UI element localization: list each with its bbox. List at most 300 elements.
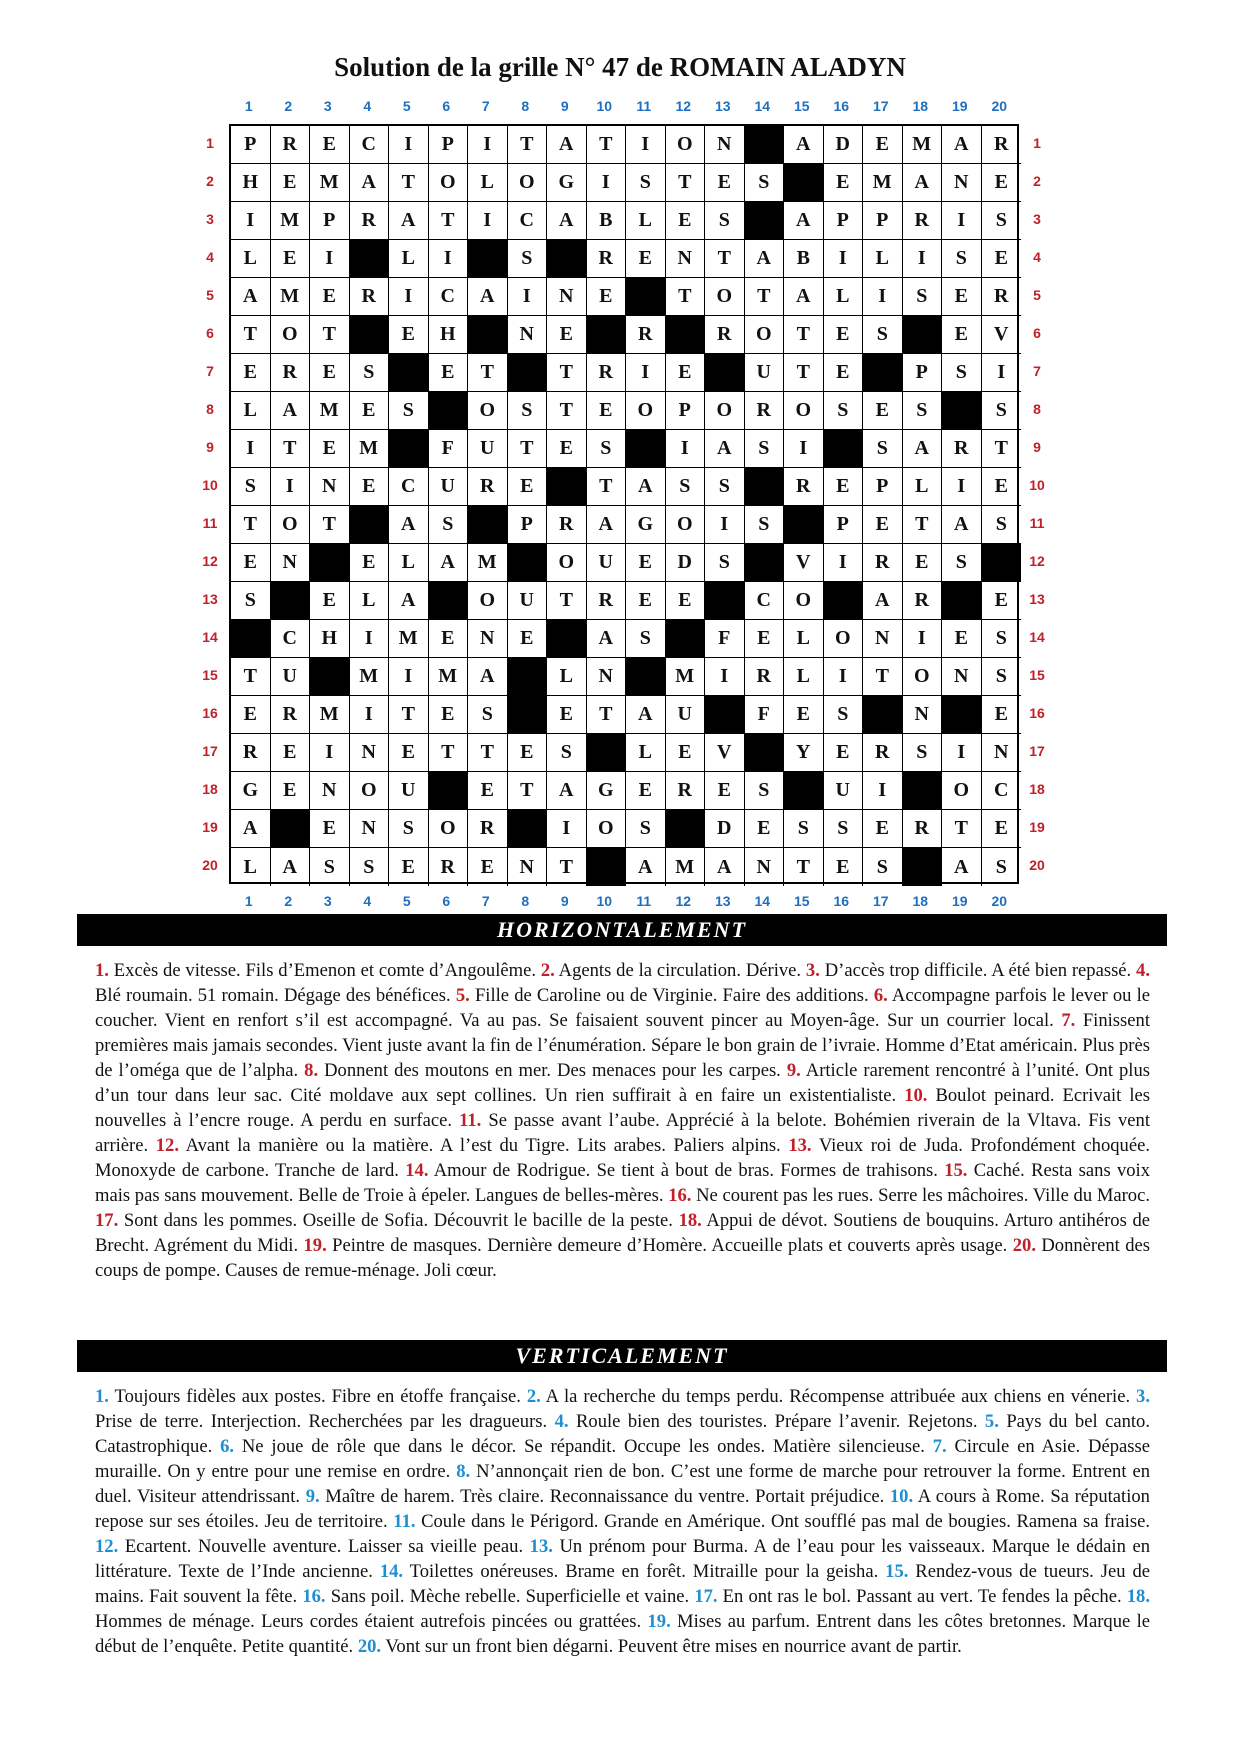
- letter-cell: E: [824, 316, 864, 354]
- letter-cell: T: [429, 734, 469, 772]
- row-number: 4: [1033, 249, 1041, 265]
- letter-cell: E: [310, 582, 350, 620]
- letter-cell: E: [745, 620, 785, 658]
- letter-cell: E: [666, 354, 706, 392]
- clue-number: 14.: [379, 1561, 404, 1582]
- letter-cell: E: [547, 696, 587, 734]
- letter-cell: I: [942, 734, 982, 772]
- black-cell: [784, 506, 824, 544]
- column-number: 11: [636, 98, 652, 114]
- letter-cell: I: [429, 240, 469, 278]
- row-number: 2: [206, 173, 214, 189]
- clue-text: A la recherche du temps perdu. Récompense attribuée aux chiens en vénerie.: [540, 1386, 1137, 1407]
- letter-cell: E: [863, 506, 903, 544]
- letter-cell: A: [942, 126, 982, 164]
- letter-cell: T: [231, 316, 271, 354]
- letter-cell: E: [903, 544, 943, 582]
- letter-cell: C: [508, 202, 548, 240]
- clue-text: N’annonçait rien de bon. C’est une forme de marche pour retrouver la forme. Entrent en duel. Visiteur attendrissant.: [95, 1461, 1150, 1507]
- letter-cell: B: [587, 202, 627, 240]
- black-cell: [705, 354, 745, 392]
- column-number: 6: [442, 893, 451, 909]
- letter-cell: V: [705, 734, 745, 772]
- letter-cell: E: [942, 278, 982, 316]
- letter-cell: T: [389, 164, 429, 202]
- column-number: 13: [714, 893, 731, 909]
- letter-cell: O: [705, 392, 745, 430]
- black-cell: [350, 506, 390, 544]
- letter-cell: E: [626, 240, 666, 278]
- letter-cell: R: [350, 202, 390, 240]
- letter-cell: A: [745, 240, 785, 278]
- column-number: 18: [912, 98, 929, 114]
- letter-cell: C: [429, 278, 469, 316]
- column-number: 9: [560, 98, 569, 114]
- letter-cell: E: [271, 240, 311, 278]
- row-number: 15: [202, 667, 218, 683]
- clue-text: Blé roumain. 51 romain. Dégage des bénéfices.: [95, 985, 456, 1006]
- letter-cell: C: [745, 582, 785, 620]
- column-number: 4: [363, 98, 372, 114]
- clue-number: 6.: [220, 1436, 235, 1457]
- letter-cell: I: [942, 468, 982, 506]
- letter-cell: L: [468, 164, 508, 202]
- row-number: 14: [1029, 629, 1045, 645]
- black-cell: [863, 354, 903, 392]
- letter-cell: S: [982, 620, 1022, 658]
- letter-cell: T: [508, 772, 548, 810]
- letter-cell: P: [666, 392, 706, 430]
- letter-cell: S: [389, 392, 429, 430]
- letter-cell: E: [982, 468, 1022, 506]
- letter-cell: S: [982, 392, 1022, 430]
- clue-number: 1.: [95, 960, 109, 981]
- clue-text: Toilettes onéreuses. Brame en forêt. Mitraille pour la geisha.: [403, 1561, 886, 1582]
- letter-cell: A: [903, 164, 943, 202]
- clue-number: 12.: [155, 1135, 179, 1156]
- letter-cell: P: [231, 126, 271, 164]
- clue-text: A cours à Rome. Sa réputation repose sur ses étoiles. Jeu de territoire.: [95, 1486, 1150, 1532]
- clue-text: En ont ras le bol. Passant au vert. Te fendes la pêche.: [717, 1586, 1127, 1607]
- black-cell: [508, 810, 548, 848]
- letter-cell: B: [784, 240, 824, 278]
- clue-number: 16.: [668, 1185, 692, 1206]
- letter-cell: E: [824, 354, 864, 392]
- letter-cell: M: [389, 620, 429, 658]
- letter-cell: N: [350, 734, 390, 772]
- clue-number: 16.: [302, 1586, 326, 1607]
- letter-cell: E: [784, 696, 824, 734]
- clue-number: 14.: [405, 1160, 429, 1181]
- letter-cell: P: [863, 202, 903, 240]
- letter-cell: A: [626, 848, 666, 886]
- clue-text: Finissent premières mais jamais secondes. Vient juste avant la fin de l’énumération. Sépare le bon grain de l’ivraie. Homme d’Etat américain. Plus près de l’oméga que de l’alpha.: [95, 1010, 1150, 1081]
- letter-cell: O: [705, 278, 745, 316]
- clue-number: 8.: [304, 1060, 319, 1081]
- clue-text: Vont sur un front bien dégarni. Peuvent être mises en nourrice avant de partir.: [381, 1636, 962, 1657]
- letter-cell: O: [903, 658, 943, 696]
- letter-cell: U: [429, 468, 469, 506]
- letter-cell: E: [429, 354, 469, 392]
- letter-cell: S: [863, 430, 903, 468]
- letter-cell: M: [271, 202, 311, 240]
- clue-number: 19.: [647, 1611, 671, 1632]
- letter-cell: T: [666, 164, 706, 202]
- clue-number: 3.: [1136, 1386, 1150, 1407]
- clue-text: Maître de harem. Très claire. Reconnaissance du ventre. Portait préjudice.: [319, 1486, 890, 1507]
- horizontal-clues: [95, 958, 1150, 1283]
- clue-number: 5.: [984, 1411, 999, 1432]
- black-cell: [429, 582, 469, 620]
- row-number: 16: [1029, 705, 1045, 721]
- letter-cell: S: [982, 506, 1022, 544]
- clue-text: Rendez-vous de tueurs. Jeu de mains. Fait souvent la fête.: [95, 1561, 1150, 1607]
- black-cell: [389, 430, 429, 468]
- letter-cell: S: [350, 354, 390, 392]
- letter-cell: S: [824, 392, 864, 430]
- black-cell: [942, 696, 982, 734]
- letter-cell: I: [271, 468, 311, 506]
- letter-cell: T: [982, 430, 1022, 468]
- clue-number: 13.: [529, 1536, 553, 1557]
- letter-cell: O: [784, 392, 824, 430]
- black-cell: [626, 658, 666, 696]
- letter-cell: A: [942, 506, 982, 544]
- clue-number: 10.: [889, 1486, 914, 1507]
- letter-cell: A: [271, 848, 311, 886]
- clue-number: 4.: [554, 1411, 569, 1432]
- letter-cell: I: [863, 278, 903, 316]
- column-number: 6: [442, 98, 451, 114]
- letter-cell: M: [429, 658, 469, 696]
- letter-cell: T: [310, 316, 350, 354]
- letter-cell: L: [231, 240, 271, 278]
- clue-text: Coule dans le Périgord. Grande en Amérique. Ont soufflé pas mal de bougies. Ramena sa fraise.: [415, 1511, 1150, 1532]
- letter-cell: A: [389, 202, 429, 240]
- black-cell: [587, 734, 627, 772]
- clue-number: 2.: [526, 1386, 541, 1407]
- clue-text: Agents de la circulation. Dérive.: [554, 960, 806, 981]
- letter-cell: I: [231, 430, 271, 468]
- row-number: 5: [1033, 287, 1041, 303]
- column-number: 10: [596, 98, 613, 114]
- black-cell: [903, 772, 943, 810]
- column-number: 12: [675, 893, 692, 909]
- black-cell: [508, 544, 548, 582]
- letter-cell: E: [982, 810, 1022, 848]
- letter-cell: U: [468, 430, 508, 468]
- letter-cell: T: [468, 734, 508, 772]
- black-cell: [784, 772, 824, 810]
- row-number: 5: [206, 287, 214, 303]
- letter-cell: O: [587, 810, 627, 848]
- letter-cell: R: [903, 582, 943, 620]
- letter-cell: I: [705, 506, 745, 544]
- clue-number: 5.: [455, 985, 470, 1006]
- letter-cell: E: [350, 468, 390, 506]
- black-cell: [547, 620, 587, 658]
- row-number: 12: [202, 553, 218, 569]
- letter-cell: I: [824, 544, 864, 582]
- clue-text: Mises au parfum. Entrent dans les côtes bretonnes. Marque le début de l’enquête. Petite quantité.: [95, 1611, 1150, 1657]
- column-number: 13: [714, 98, 731, 114]
- letter-cell: T: [587, 468, 627, 506]
- letter-cell: N: [745, 848, 785, 886]
- letter-cell: S: [903, 734, 943, 772]
- row-number: 20: [202, 857, 218, 873]
- column-number: 2: [284, 893, 293, 909]
- letter-cell: A: [784, 202, 824, 240]
- letter-cell: E: [389, 848, 429, 886]
- letter-cell: A: [863, 582, 903, 620]
- letter-cell: L: [231, 392, 271, 430]
- letter-cell: T: [666, 278, 706, 316]
- clue-number: 17.: [694, 1586, 718, 1607]
- clue-number: 19.: [303, 1235, 327, 1256]
- letter-cell: M: [350, 658, 390, 696]
- letter-cell: I: [389, 126, 429, 164]
- row-number: 17: [1029, 743, 1045, 759]
- column-number: 5: [402, 98, 411, 114]
- letter-cell: T: [271, 430, 311, 468]
- letter-cell: E: [982, 164, 1022, 202]
- column-number: 9: [560, 893, 569, 909]
- letter-cell: A: [350, 164, 390, 202]
- letter-cell: R: [587, 240, 627, 278]
- letter-cell: A: [784, 126, 824, 164]
- letter-cell: M: [271, 278, 311, 316]
- clue-text: Un prénom pour Burma. A de l’eau pour les vaisseaux. Marque le dédain en littérature. Texte de l’Inde ancienne.: [95, 1536, 1150, 1582]
- letter-cell: O: [271, 316, 311, 354]
- letter-cell: T: [508, 126, 548, 164]
- black-cell: [745, 544, 785, 582]
- letter-cell: N: [271, 544, 311, 582]
- letter-cell: T: [508, 430, 548, 468]
- crossword-grid: [229, 124, 1019, 884]
- letter-cell: E: [231, 544, 271, 582]
- letter-cell: E: [824, 734, 864, 772]
- letter-cell: N: [468, 620, 508, 658]
- letter-cell: E: [587, 392, 627, 430]
- letter-cell: L: [389, 240, 429, 278]
- letter-cell: R: [587, 582, 627, 620]
- column-number: 19: [951, 893, 968, 909]
- letter-cell: N: [310, 468, 350, 506]
- letter-cell: E: [429, 696, 469, 734]
- letter-cell: F: [429, 430, 469, 468]
- letter-cell: A: [903, 430, 943, 468]
- row-number: 2: [1033, 173, 1041, 189]
- letter-cell: I: [903, 240, 943, 278]
- black-cell: [824, 430, 864, 468]
- letter-cell: N: [310, 772, 350, 810]
- letter-cell: S: [982, 658, 1022, 696]
- letter-cell: M: [863, 164, 903, 202]
- clue-text: Sans poil. Mèche rebelle. Superficielle et vaine.: [325, 1586, 695, 1607]
- black-cell: [824, 582, 864, 620]
- letter-cell: S: [666, 468, 706, 506]
- clue-number: 2.: [540, 960, 555, 981]
- letter-cell: T: [705, 240, 745, 278]
- letter-cell: S: [995, 855, 1007, 878]
- row-number: 17: [202, 743, 218, 759]
- black-cell: [705, 582, 745, 620]
- letter-cell: T: [903, 506, 943, 544]
- letter-cell: S: [942, 240, 982, 278]
- clue-text: Article rarement rencontré à l’unité. Ont plus d’un tour dans leur sac. Cité moldave aux sept collines. Un rien suffirait à en faire un existentialiste.: [95, 1060, 1150, 1106]
- letter-cell: E: [863, 810, 903, 848]
- letter-cell: A: [429, 544, 469, 582]
- letter-cell: S: [231, 582, 271, 620]
- letter-cell: A: [271, 392, 311, 430]
- black-cell: [626, 278, 666, 316]
- clue-number: 3.: [805, 960, 820, 981]
- black-cell: [745, 734, 785, 772]
- letter-cell: M: [666, 658, 706, 696]
- row-number: 20: [1029, 857, 1045, 873]
- column-number: 14: [754, 98, 771, 114]
- column-number: 8: [521, 98, 530, 114]
- letter-cell: O: [626, 392, 666, 430]
- clue-number: 20.: [1012, 1235, 1036, 1256]
- letter-cell: I: [468, 126, 508, 164]
- letter-cell: E: [508, 468, 548, 506]
- black-cell: [350, 316, 390, 354]
- letter-cell: P: [508, 506, 548, 544]
- row-number: 15: [1029, 667, 1045, 683]
- black-cell: [863, 696, 903, 734]
- letter-cell: E: [982, 582, 1022, 620]
- letter-cell: S: [468, 696, 508, 734]
- letter-cell: M: [310, 696, 350, 734]
- clue-text: Circule en Asie. Dépasse muraille. On y entre pour une remise en ordre.: [95, 1436, 1151, 1482]
- letter-cell: R: [863, 734, 903, 772]
- letter-cell: A: [784, 278, 824, 316]
- letter-cell: U: [389, 772, 429, 810]
- column-number: 16: [833, 893, 850, 909]
- letter-cell: L: [784, 658, 824, 696]
- letter-cell: L: [863, 240, 903, 278]
- letter-cell: L: [626, 734, 666, 772]
- letter-cell: E: [666, 582, 706, 620]
- letter-cell: S: [903, 392, 943, 430]
- letter-cell: I: [824, 658, 864, 696]
- letter-cell: E: [745, 810, 785, 848]
- row-number: 1: [206, 135, 214, 151]
- letter-cell: R: [350, 278, 390, 316]
- letter-cell: E: [626, 544, 666, 582]
- letter-cell: I: [468, 202, 508, 240]
- letter-cell: E: [705, 164, 745, 202]
- letter-cell: P: [824, 506, 864, 544]
- clue-number: 13.: [788, 1135, 812, 1156]
- black-cell: [508, 658, 548, 696]
- letter-cell: S: [982, 202, 1022, 240]
- letter-cell: U: [824, 772, 864, 810]
- letter-cell: E: [942, 620, 982, 658]
- clue-text: Hommes de ménage. Leurs cordes étaient autrefois pincées ou grattées.: [95, 1611, 648, 1632]
- black-cell: [271, 582, 311, 620]
- letter-cell: I: [705, 658, 745, 696]
- letter-cell: I: [389, 278, 429, 316]
- letter-cell: I: [863, 772, 903, 810]
- black-cell: [547, 468, 587, 506]
- row-number: 11: [202, 515, 218, 531]
- clue-text: Prise de terre. Interjection. Recherchées par les dragueurs.: [95, 1411, 555, 1432]
- letter-cell: S: [863, 316, 903, 354]
- column-numbers-top: [229, 98, 1019, 118]
- letter-cell: E: [666, 202, 706, 240]
- letter-cell: L: [389, 544, 429, 582]
- row-number: 9: [206, 439, 214, 455]
- row-number: 13: [202, 591, 218, 607]
- letter-cell: P: [429, 126, 469, 164]
- letter-cell: E: [429, 620, 469, 658]
- letter-cell: F: [745, 696, 785, 734]
- column-number: 11: [636, 893, 652, 909]
- vertical-heading: VERTICALEMENT: [77, 1340, 1167, 1372]
- letter-cell: N: [547, 278, 587, 316]
- letter-cell: O: [666, 506, 706, 544]
- letter-cell: A: [705, 848, 745, 886]
- clue-number: 9.: [786, 1060, 801, 1081]
- clue-number: 7.: [1061, 1010, 1076, 1031]
- clue-number: 18.: [1126, 1586, 1150, 1607]
- letter-cell: O: [942, 772, 982, 810]
- row-number: 10: [1029, 477, 1045, 493]
- row-number: 18: [202, 781, 218, 797]
- letter-cell: E: [863, 392, 903, 430]
- letter-cell: T: [784, 848, 824, 886]
- column-number: 8: [521, 893, 530, 909]
- letter-cell: R: [942, 430, 982, 468]
- letter-cell: I: [824, 240, 864, 278]
- letter-cell: U: [745, 354, 785, 392]
- row-number: 1: [1033, 135, 1041, 151]
- row-number: 12: [1029, 553, 1045, 569]
- clue-number: 7.: [932, 1436, 947, 1457]
- letter-cell: E: [389, 316, 429, 354]
- letter-cell: H: [310, 620, 350, 658]
- letter-cell: C: [982, 772, 1022, 810]
- row-number: 3: [1033, 211, 1041, 227]
- letter-cell: S: [824, 696, 864, 734]
- black-cell: [666, 316, 706, 354]
- clue-text: Amour de Rodrigue. Se tient à bout de bras. Formes de trahisons.: [428, 1160, 945, 1181]
- letter-cell: E: [982, 696, 1022, 734]
- letter-cell: A: [468, 658, 508, 696]
- letter-cell: G: [587, 772, 627, 810]
- letter-cell: A: [389, 582, 429, 620]
- letter-cell: I: [666, 430, 706, 468]
- letter-cell: T: [310, 506, 350, 544]
- letter-cell: E: [508, 734, 548, 772]
- clue-text: Boulot peinard. Ecrivait les nouvelles à l’encre rouge. A perdu en surface.: [95, 1085, 1150, 1131]
- letter-cell: S: [745, 506, 785, 544]
- letter-cell: E: [824, 468, 864, 506]
- letter-cell: O: [468, 582, 508, 620]
- letter-cell: R: [429, 848, 469, 886]
- column-number: 2: [284, 98, 293, 114]
- letter-cell: P: [310, 202, 350, 240]
- letter-cell: N: [942, 164, 982, 202]
- letter-cell: I: [982, 354, 1022, 392]
- letter-cell: I: [508, 278, 548, 316]
- letter-cell: E: [824, 164, 864, 202]
- letter-cell: E: [982, 240, 1022, 278]
- letter-cell: I: [350, 696, 390, 734]
- column-number: 19: [951, 98, 968, 114]
